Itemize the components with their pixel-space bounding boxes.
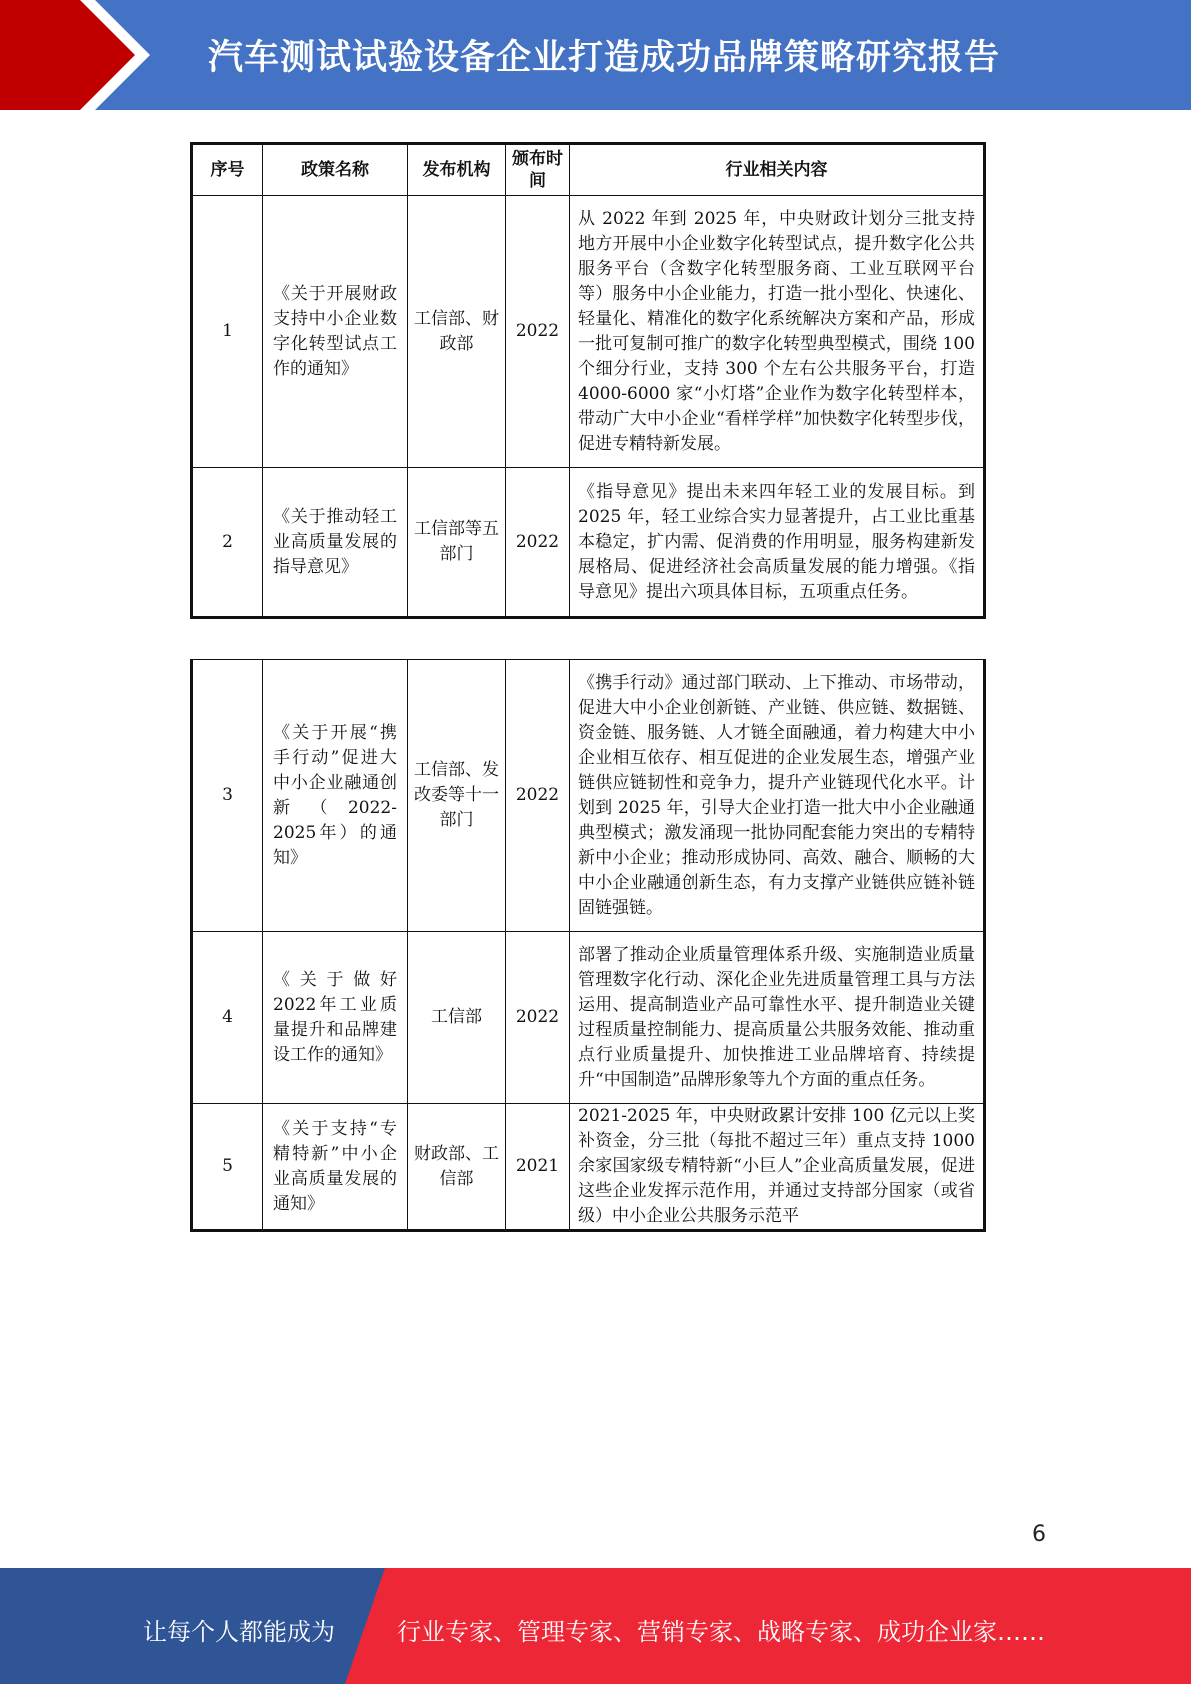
row-content: 2021-2025 年，中央财政累计安排 100 亿元以上奖补资金，分三批（每批不超过三年）重点支持 1000 余家国家级专精特新“小巨人”企业高质量发展，促进这些企业发挥示范作用，并通过支持部分国家（或省级）中小企业公共服务示范平 [570, 1104, 985, 1231]
row-content: 从 2022 年到 2025 年，中央财政计划分三批支持地方开展中小企业数字化转型试点，提升数字化公共服务平台（含数字化转型服务商、工业互联网平台等）服务中小企业能力，打造一批小型化、快速化、轻量化、精准化的数字化系统解决方案和产品，形成一批可复制可推广的数字化转型典型模式，围绕 100 个细分行业，支持 300 个左右公共服务平台，打造 4000-6000 家“小灯塔”企业作为数字化转型样本，带动广大中小企业“看样学样”加快数字化转型步伐，促进专精特新发展。 [570, 196, 985, 468]
header-date: 颁布时间 [506, 144, 570, 196]
row-year: 2022 [506, 932, 570, 1104]
policy-table-part-1 [190, 142, 986, 619]
policy-table-part-2 [190, 659, 986, 1232]
report-title: 汽车测试试验设备企业打造成功品牌策略研究报告 [208, 38, 1001, 78]
table-row [192, 196, 985, 468]
page-footer [0, 1568, 1191, 1684]
row-year: 2021 [506, 1104, 570, 1231]
row-issuer: 工信部、财政部 [408, 196, 506, 468]
footer-slogan-right: 行业专家、管理专家、营销专家、战略专家、成功企业家…… [397, 1618, 1045, 1646]
row-content: 部署了推动企业质量管理体系升级、实施制造业质量管理数字化行动、深化企业先进质量管理工具与方法运用、提高制造业产品可靠性水平、提升制造业关键过程质量控制能力、提高质量公共服务效能、推动重点行业质量提升、加快推进工业品牌培育、持续提升“中国制造”品牌形象等九个方面的重点任务。 [570, 932, 985, 1104]
row-issuer: 财政部、工信部 [408, 1104, 506, 1231]
row-policy-name: 《关于做好2022年工业质量提升和品牌建设工作的通知》 [263, 932, 408, 1104]
row-policy-name: 《关于支持“专精特新”中小企业高质量发展的通知》 [263, 1104, 408, 1231]
row-year: 2022 [506, 468, 570, 618]
row-number: 4 [192, 932, 263, 1104]
row-policy-name: 《关于推动轻工业高质量发展的指导意见》 [263, 468, 408, 618]
row-year: 2022 [506, 196, 570, 468]
table-header-row [192, 144, 985, 196]
row-number: 1 [192, 196, 263, 468]
table-row [192, 660, 985, 932]
table-row [192, 932, 985, 1104]
row-number: 3 [192, 660, 263, 932]
row-policy-name: 《关于开展财政支持中小企业数字化转型试点工作的通知》 [263, 196, 408, 468]
header-number: 序号 [192, 144, 263, 196]
row-content: 《指导意见》提出未来四年轻工业的发展目标。到 2025 年，轻工业综合实力显著提升，占工业比重基本稳定，扩内需、促消费的作用明显，服务构建新发展格局、促进经济社会高质量发展的能力增强。《指导意见》提出六项具体目标，五项重点任务。 [570, 468, 985, 618]
row-issuer: 工信部等五部门 [408, 468, 506, 618]
row-content: 《携手行动》通过部门联动、上下推动、市场带动，促进大中小企业创新链、产业链、供应链、数据链、资金链、服务链、人才链全面融通，着力构建大中小企业相互依存、相互促进的企业发展生态，增强产业链供应链韧性和竞争力，提升产业链现代化水平。计划到 2025 年，引导大企业打造一批大中小企业融通典型模式；激发涌现一批协同配套能力突出的专精特新中小企业；推动形成协同、高效、融合、顺畅的大中小企业融通创新生态，有力支撑产业链供应链补链固链强链。 [570, 660, 985, 932]
header-policy-name: 政策名称 [263, 144, 408, 196]
table-row [192, 468, 985, 618]
row-year: 2022 [506, 660, 570, 932]
page-number: 6 [1032, 1522, 1046, 1547]
row-number: 2 [192, 468, 263, 618]
header-arrow-decoration [0, 0, 160, 110]
row-issuer: 工信部、发改委等十一部门 [408, 660, 506, 932]
row-number: 5 [192, 1104, 263, 1231]
page-header [0, 0, 1191, 110]
table-row [192, 1104, 985, 1231]
header-issuer: 发布机构 [408, 144, 506, 196]
footer-slogan-left: 让每个人都能成为 [143, 1618, 335, 1646]
header-content: 行业相关内容 [570, 144, 985, 196]
row-issuer: 工信部 [408, 932, 506, 1104]
row-policy-name: 《关于开展“携手行动”促进大中小企业融通创新（2022-2025年）的通知》 [263, 660, 408, 932]
